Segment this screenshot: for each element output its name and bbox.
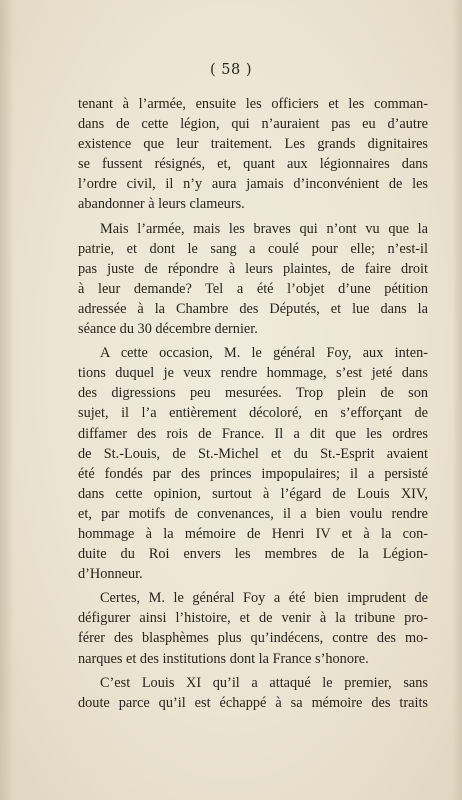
body-text — [78, 94, 428, 713]
text-line: se fussent résignés, et, quant aux légionnaires dans — [78, 156, 428, 173]
text-line: séance du 30 décembre dernier. — [78, 321, 258, 338]
text-line: patrie, et dont le sang a coulé pour elle; n’est-il — [78, 240, 428, 257]
text-line: été fondés par des princes impopulaires; il a persisté — [78, 465, 428, 482]
text-line: à leur demande? Tel a été l’objet d’une pétition — [78, 280, 428, 297]
paragraph — [78, 219, 428, 340]
paragraph — [78, 343, 428, 584]
text-line: tions duquel je veux rendre hommage, s’est jeté dans — [78, 365, 428, 382]
text-line: férer des blasphèmes plus qu’indécens, contre des mo- — [78, 630, 428, 647]
text-line: narques et des institutions dont la France s’honore. — [78, 650, 369, 667]
text-line: adressée à la Chambre des Députés, et lue dans la — [78, 300, 428, 317]
text-line: dans de cette légion, qui n’auraient pas eu d’autre — [78, 116, 428, 133]
text-line: sujet, il l’a entièrement décoloré, en s’efforçant de — [78, 405, 428, 422]
text-line: des digressions peu mesurées. Trop plein de son — [78, 385, 428, 402]
text-line: C’est Louis XI qu’il a attaqué le premier, sans — [100, 674, 428, 691]
paragraph — [78, 673, 428, 713]
text-line: dans cette opinion, surtout à l’égard de Louis XIV, — [78, 485, 428, 502]
text-line: d’Honneur. — [78, 566, 143, 583]
text-line: de St.-Louis, de St.-Michel et du St.-Esprit avaient — [78, 445, 428, 462]
text-line: duite du Roi envers les membres de la Légion- — [78, 546, 428, 563]
text-line: Certes, M. le général Foy a été bien imprudent de — [100, 590, 428, 607]
text-line: pas juste de répondre à leurs plaintes, de faire droit — [78, 260, 428, 277]
paragraph — [78, 588, 428, 668]
text-line: et, par motifs de convenances, il a bien voulu rendre — [78, 505, 428, 522]
paragraph — [78, 94, 428, 215]
text-line: A cette occasion, M. le général Foy, aux inten- — [100, 345, 428, 362]
text-line: doute parce qu’il est échappé à sa mémoire des traits — [78, 694, 428, 711]
text-line: existence que leur traitement. Les grands dignitaires — [78, 136, 428, 153]
text-line: tenant à l’armée, ensuite les officiers et les comman- — [78, 96, 428, 112]
text-line: hommage à la mémoire de Henri IV et à la con- — [78, 525, 428, 542]
text-line: défigurer ainsi l’histoire, et de venir à la tribune pro- — [78, 610, 428, 627]
page-number: ( 58 ) — [210, 62, 252, 78]
text-line: Mais l’armée, mais les braves qui n’ont vu que la — [100, 220, 428, 237]
text-line: l’ordre civil, il n’y aura jamais d’inconvénient de les — [78, 176, 428, 193]
text-line: abandonner à leurs clameurs. — [78, 196, 245, 213]
text-line: diffamer des rois de France. Il a dit que les ordres — [78, 425, 428, 442]
